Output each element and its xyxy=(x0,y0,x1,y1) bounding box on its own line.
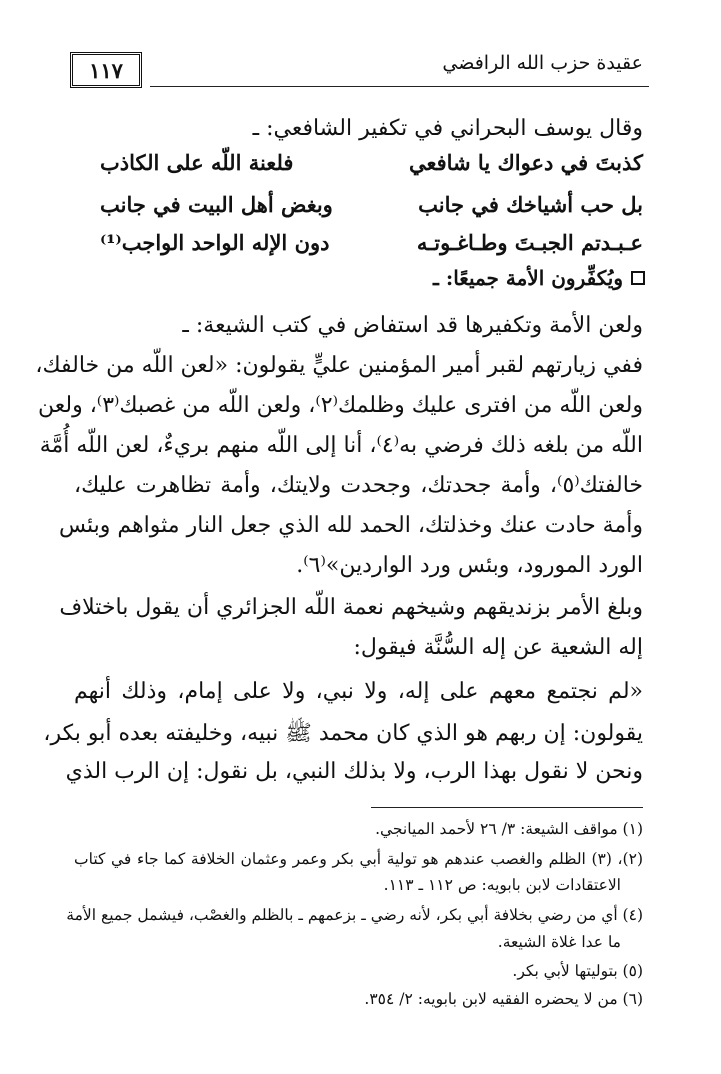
footnote: (٢)، (٣) الظلم والغصب عندهم هو تولية أبي بكر وعمر وعثمان الخلافة كما جاء في كتاب xyxy=(74,850,643,868)
header-rule xyxy=(150,86,649,87)
poem-verse-3 xyxy=(100,230,643,255)
section-heading xyxy=(433,266,645,290)
footnote: (٦) من لا يحضره الفقيه لابن بابويه: ٢/ ٣٥٤. xyxy=(364,990,643,1008)
body-line: ففي زيارتهم لقبر أمير المؤمنين عليٍّ يقولون: «لعن اللّه من خالفك، xyxy=(35,353,643,378)
verse-hemistich-second: وبغض أهل البيت في جانب xyxy=(100,192,333,217)
body-line: ونحن لا نقول بهذا الرب، ولا بذلك النبي، بل نقول: إن الرب الذي xyxy=(65,759,643,784)
section-heading-text: ويُكفِّرون الأمة جميعًا: ـ xyxy=(433,266,623,290)
poem-verse-1 xyxy=(100,150,643,175)
verse-hemistich-first: كذبتَ في دعواك يا شافعي xyxy=(408,150,643,175)
verse-hemistich-second: فلعنة اللّه على الكاذب xyxy=(100,150,294,175)
verse-hemistich-second: دون الإله الواحد الواجب⁽¹⁾ xyxy=(100,230,330,255)
intro-line: وقال يوسف البحراني في تكفير الشافعي: ـ xyxy=(252,116,643,141)
body-line: «لم نجتمع معهم على إله، ولا نبي، ولا على إمام، وذلك أنهم xyxy=(74,679,643,704)
verse-hemistich-first: عـبـدتم الجبـتَ وطـاغـوتـه xyxy=(416,230,643,255)
running-header-title: عقيدة حزب الله الرافضي xyxy=(442,52,643,74)
footnote: ما عدا غلاة الشيعة. xyxy=(497,933,621,951)
footnote: الاعتقادات لابن بابويه: ص ١١٢ ـ ١١٣. xyxy=(383,876,621,894)
page-number: ١١٧ xyxy=(89,57,123,83)
body-line: وبلغ الأمر بزنديقهم وشيخهم نعمة اللّه الجزائري أن يقول باختلاف xyxy=(59,595,643,620)
footnote: (٥) بتوليتها لأبي بكر. xyxy=(512,962,643,980)
poem-verse-2 xyxy=(100,192,643,217)
checkbox-bullet-icon xyxy=(631,271,645,285)
footnote-rule xyxy=(371,807,643,808)
verse-hemistich-first: بل حب أشياخك في جانب xyxy=(418,192,643,217)
page-number-box xyxy=(70,52,142,88)
footnote: (١) مواقف الشيعة: ٣/ ٢٦ لأحمد الميانجي. xyxy=(375,820,643,838)
body-line: خالفتك⁽٥⁾، وأمة جحدتك، وجحدت ولايتك، وأمة تظاهرت عليك، xyxy=(74,473,643,498)
body-line: إله الشعية عن إله السُّنَّة فيقول: xyxy=(353,635,643,660)
body-line: ولعن الأمة وتكفيرها قد استفاض في كتب الشيعة: ـ xyxy=(182,313,643,338)
body-line: اللّه من بلغه ذلك فرضي به⁽٤⁾، أنا إلى اللّه منهم بريءٌ، لعن اللّه أُمَّة xyxy=(39,433,643,458)
body-line: يقولون: إن ربهم هو الذي كان محمد ﷺ نبيه، وخليفته بعده أبو بكر، xyxy=(43,721,643,746)
body-line: الورد المورود، وبئس ورد الواردين»⁽٦⁾. xyxy=(296,553,643,578)
body-line: وأمة حادت عنك وخذلتك، الحمد لله الذي جعل النار مثواهم وبئس xyxy=(59,513,643,538)
footnote: (٤) أي من رضي بخلافة أبي بكر، لأنه رضي ـ بزعمهم ـ بالظلم والغصْب، فيشمل جميع الأمة xyxy=(66,906,643,924)
body-line: ولعن اللّه من افترى عليك وظلمك⁽٢⁾، ولعن اللّه من غصبك⁽٣⁾، ولعن xyxy=(38,393,643,418)
